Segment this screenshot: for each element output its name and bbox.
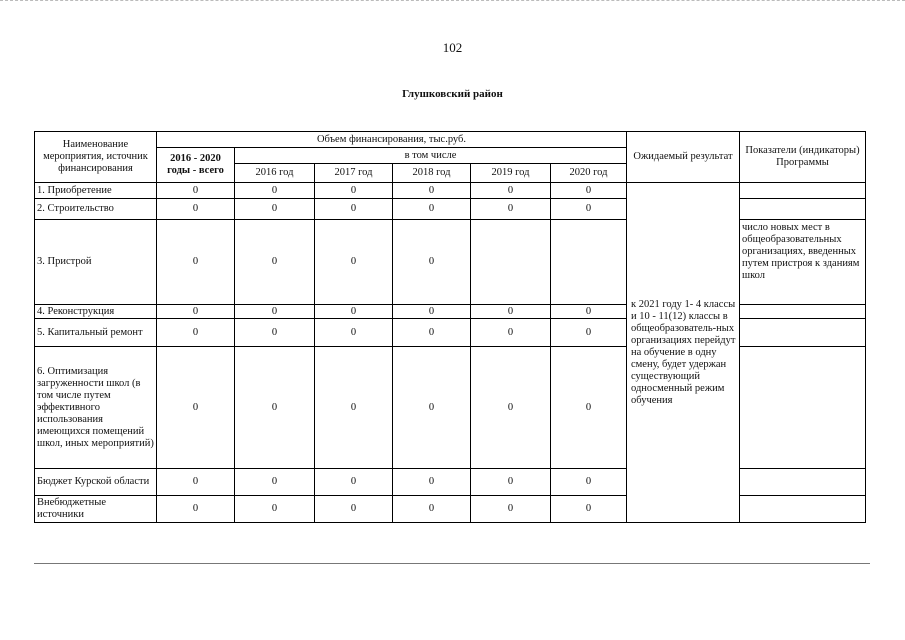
cell-value: 0	[551, 469, 627, 496]
header-year: 2020 год	[551, 164, 627, 183]
cell-value: 0	[551, 347, 627, 469]
row-name: 1. Приобретение	[35, 183, 157, 199]
row-name: 6. Оптимизация загруженности школ (в том числе путем эффективного использования имеющихся помещений школ, иных мероприятий)	[35, 347, 157, 469]
cell-value: 0	[393, 183, 471, 199]
table-row	[35, 305, 866, 319]
cell-value: 0	[235, 305, 315, 319]
row-name: 2. Строительство	[35, 199, 157, 220]
indicator-cell	[740, 347, 866, 469]
header-including: в том числе	[235, 148, 627, 164]
indicator-cell	[740, 183, 866, 199]
header-year: 2016 год	[235, 164, 315, 183]
cell-value: 0	[471, 199, 551, 220]
cell-value: 0	[157, 220, 235, 305]
header-name: Наименование мероприятия, источник финансирования	[35, 132, 157, 183]
indicator-cell	[740, 469, 866, 496]
indicator-cell	[740, 496, 866, 523]
cell-value: 0	[235, 469, 315, 496]
header-expected-result: Ожидаемый результат	[627, 132, 740, 183]
cell-value: 0	[157, 319, 235, 347]
table-row	[35, 220, 866, 305]
cell-value: 0	[315, 469, 393, 496]
header-year: 2018 год	[393, 164, 471, 183]
cell-value: 0	[551, 199, 627, 220]
cell-value: 0	[471, 183, 551, 199]
cell-value: 0	[157, 199, 235, 220]
top-scan-line	[0, 0, 905, 5]
cell-value: 0	[235, 199, 315, 220]
cell-value: 0	[157, 469, 235, 496]
table-row	[35, 469, 866, 496]
header-total-period: 2016 - 2020 годы - всего	[157, 148, 235, 183]
cell-value: 0	[393, 496, 471, 523]
row-name: 5. Капитальный ремонт	[35, 319, 157, 347]
cell-value: 0	[315, 305, 393, 319]
cell-value: 0	[235, 496, 315, 523]
cell-value: 0	[157, 496, 235, 523]
cell-value: 0	[551, 496, 627, 523]
indicator-cell	[740, 199, 866, 220]
cell-value: 0	[315, 183, 393, 199]
header-financing: Объем финансирования, тыс.руб.	[157, 132, 627, 148]
cell-value: 0	[315, 347, 393, 469]
indicator-cell	[740, 305, 866, 319]
cell-value	[471, 220, 551, 305]
cell-value: 0	[393, 305, 471, 319]
cell-value: 0	[235, 183, 315, 199]
page-number: 102	[442, 40, 463, 55]
cell-value: 0	[471, 469, 551, 496]
cell-value: 0	[471, 496, 551, 523]
cell-value: 0	[315, 220, 393, 305]
district-title: Глушковский район	[402, 88, 503, 100]
cell-value: 0	[551, 319, 627, 347]
cell-value: 0	[157, 347, 235, 469]
cell-value: 0	[315, 199, 393, 220]
header-year: 2017 год	[315, 164, 393, 183]
cell-value: 0	[235, 347, 315, 469]
header-year: 2019 год	[471, 164, 551, 183]
cell-value: 0	[315, 319, 393, 347]
table-row	[35, 319, 866, 347]
cell-value: 0	[157, 305, 235, 319]
row-name: Внебюджетные источники	[35, 496, 157, 523]
financing-table	[34, 131, 866, 523]
table-row	[35, 183, 866, 199]
bottom-rule	[34, 563, 870, 564]
cell-value: 0	[315, 496, 393, 523]
cell-value: 0	[551, 183, 627, 199]
header-indicators: Показатели (индикаторы) Программы	[740, 132, 866, 183]
cell-value	[551, 220, 627, 305]
cell-value: 0	[157, 183, 235, 199]
table-row	[35, 347, 866, 469]
table-row	[35, 199, 866, 220]
cell-value: 0	[551, 305, 627, 319]
cell-value: 0	[393, 319, 471, 347]
indicator-text: число новых мест в общеобразовательных организациях, введенных путем пристроя к зданиям школ	[740, 220, 866, 305]
cell-value: 0	[393, 347, 471, 469]
cell-value: 0	[393, 469, 471, 496]
cell-value: 0	[471, 305, 551, 319]
table-row	[35, 496, 866, 523]
indicator-cell	[740, 319, 866, 347]
row-name: Бюджет Курской области	[35, 469, 157, 496]
cell-value: 0	[393, 199, 471, 220]
cell-value: 0	[471, 347, 551, 469]
row-name: 4. Реконструкция	[35, 305, 157, 319]
cell-value: 0	[235, 220, 315, 305]
cell-value: 0	[393, 220, 471, 305]
row-name: 3. Пристрой	[35, 220, 157, 305]
cell-value: 0	[471, 319, 551, 347]
cell-value: 0	[235, 319, 315, 347]
expected-result-text: к 2021 году 1- 4 классы и 10 - 11(12) классы в общеобразователь-ных организациях перейдут на обучение в одну смену, будет удержан существующий односменный режим обучения	[627, 183, 740, 523]
